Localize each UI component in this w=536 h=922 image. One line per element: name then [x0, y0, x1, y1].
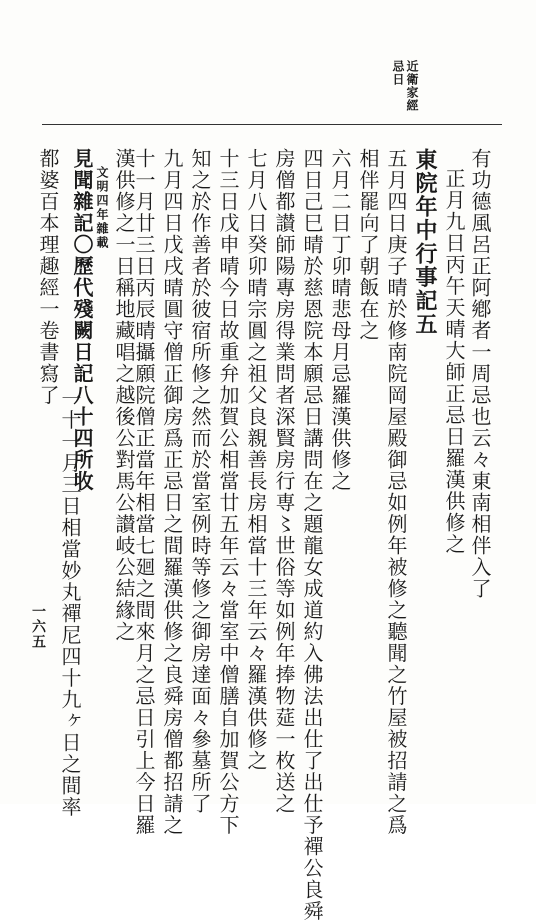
text-column-9: 七月八日癸卯晴宗圓之祖父良親善長房相當十三年云々羅漢供修之 — [244, 148, 268, 772]
section-heading-kenbun: 見聞雜記〇歷代殘闕日記八十四所收 — [70, 148, 94, 492]
page-number: 一六五 — [30, 604, 46, 649]
text-column-2: 正月九日丙午天晴大師正忌日羅漢供修之 — [442, 168, 466, 555]
text-column-14: 漢供修之一日稱地藏唱之越後公對馬公讃岐公結緣之 — [112, 148, 136, 643]
text-column-1: 有功德風呂正阿鄕者一周忌也云々東南相伴入了 — [468, 148, 492, 600]
text-column-4: 五月四日庚子晴於修南院岡屋殿御忌如例年被修之聽聞之竹屋被招請之爲 — [384, 148, 408, 836]
text-column-13: 十一月廿三日丙辰晴攝願院僧正當年相當七廻之間來月之忌日引上今日羅 — [132, 148, 156, 836]
section-heading-toin: 東院年中行事記五 — [412, 148, 438, 336]
text-column-5: 相伴罷向了朝飯在之 — [356, 148, 380, 342]
text-column-11: 知之於作善者於彼宿所修之然而於當室例時等修之御房達面々參墓所了 — [188, 148, 212, 815]
header-line-1: 近衛家經 — [405, 60, 419, 112]
text-column-16: 一十一月三日相當妙丸禪尼四十九ヶ日之間率 — [58, 388, 82, 818]
running-head: 文明四年雜載 — [95, 166, 109, 250]
text-column-12: 九月四日戊戌晴圓守僧正御房爲正忌日之間羅漢供修之良舜房僧都招請之 — [160, 148, 184, 836]
text-column-7: 四日己巳晴於慈恩院本願忌日講問在之題龍女成道約入佛法出仕了出仕予禪公良舜 — [300, 148, 324, 922]
text-column-6: 六月二日丁卯晴悲母月忌羅漢供修之 — [328, 148, 352, 492]
text-column-8: 房僧都讃師陽專房得業問者深賢房行専〻世俗等如例年捧物莚一枚送之 — [272, 148, 296, 815]
text-column-10: 十三日戊申晴今日故重弁加賀公相當廿五年云々當室中僧膳自加賀公方下 — [216, 148, 240, 836]
header-line-2: 忌日 — [391, 60, 405, 86]
text-column-17: 都婆百本理趣經一卷書寫了 — [36, 148, 60, 406]
header-rule — [42, 124, 502, 125]
